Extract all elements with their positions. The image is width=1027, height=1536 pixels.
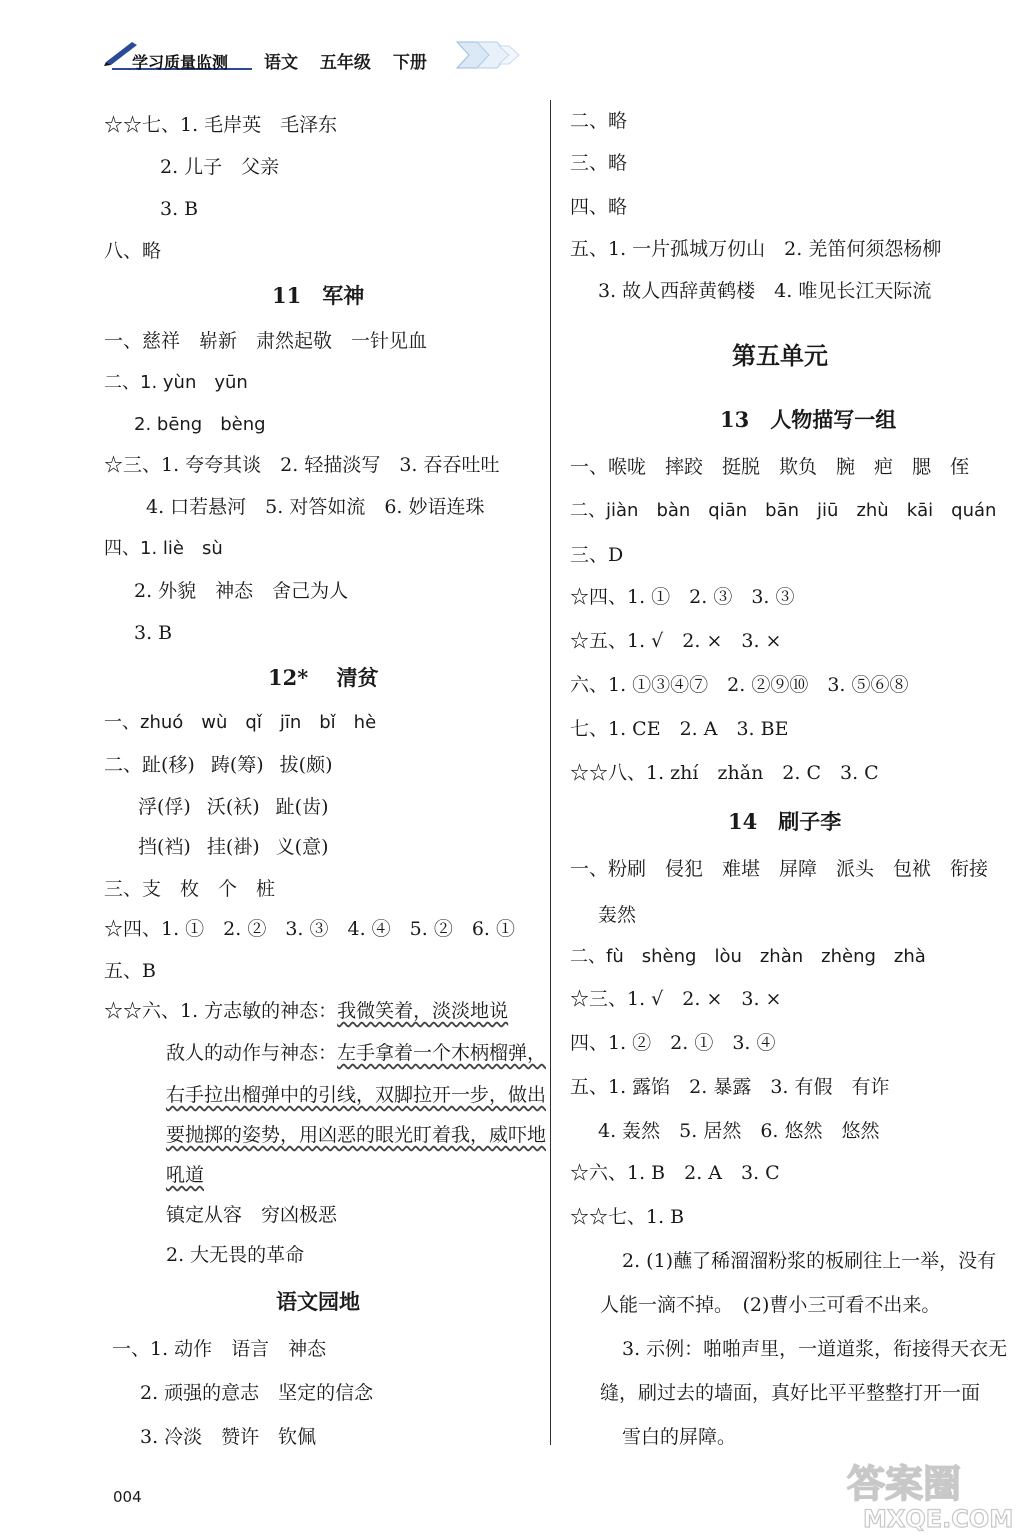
char-pair: 踌(筹): [210, 754, 264, 776]
answer-line: 3. 示例：啪啪声里，一道道浆，衔接得天衣无: [622, 1338, 1008, 1360]
answer-line: 缝，刷过去的墙面，真好比平平整整打开一面: [600, 1382, 981, 1404]
lesson-title: 12* 清贫: [268, 665, 379, 690]
answer-line: 四、1. liè sù: [104, 538, 223, 559]
answer-line: 轰然: [598, 904, 637, 926]
answer-line: 3. 冷淡 赞许 钦佩: [140, 1426, 317, 1448]
answer-line: 4. 口若悬河 5. 对答如流 6. 妙语连珠: [146, 496, 485, 518]
underlined-text: 右手拉出榴弹中的引线，双脚拉开一步，做出: [166, 1084, 547, 1106]
chevron-arrows-icon: [455, 38, 525, 72]
header-volume: 下册: [392, 53, 427, 73]
answer-line: 一、zhuó wù qǐ jīn bǐ hè: [104, 712, 377, 733]
answer-line: 2. 外貌 神态 舍己为人: [134, 580, 349, 602]
underlined-text: 吼道: [166, 1164, 205, 1186]
answer-line: ☆三、1. 夸夸其谈 2. 轻描淡写 3. 吞吞吐吐: [104, 454, 500, 476]
answer-line: ☆六、1. B 2. A 3. C: [570, 1162, 780, 1184]
answer-row: [166, 1040, 546, 1066]
answer-text: 敌人的动作与神态：: [166, 1042, 338, 1064]
answer-line: 一、1. 动作 语言 神态: [112, 1338, 327, 1360]
lesson-title: 11 军神: [272, 283, 365, 308]
underlined-text: 我微笑着，淡淡地说: [337, 1000, 509, 1022]
answer-row: [138, 834, 328, 860]
answer-line: 雪白的屏障。: [622, 1426, 737, 1448]
header-brand: 学习质量监测: [132, 53, 229, 72]
watermark-text: 答案圈: [847, 1462, 962, 1506]
char-pair: 趾(齿): [275, 796, 329, 818]
answer-line: 四、1. ② 2. ① 3. ④: [570, 1032, 776, 1054]
answer-line: 3. 故人西辞黄鹤楼 4. 唯见长江天际流: [598, 280, 932, 302]
answer-line: 3. B: [134, 622, 173, 644]
answer-line: 五、1. 一片孤城万仞山 2. 羌笛何须怨杨柳: [570, 238, 942, 260]
char-pair: 沃(袄): [206, 796, 260, 818]
answer-line: 2. 大无畏的革命: [166, 1244, 305, 1266]
answer-row: [104, 998, 508, 1024]
answer-line: ☆五、1. √ 2. × 3. ×: [570, 630, 782, 652]
watermark-logo: [845, 1455, 1020, 1533]
column-divider: [550, 100, 551, 1445]
answer-line: 五、B: [104, 960, 156, 982]
underlined-text: 要抛掷的姿势，用凶恶的眼光盯着我，威吓地: [166, 1124, 547, 1146]
answer-line: 二、jiàn bàn qiān bān jiū zhù kāi quán: [570, 500, 997, 521]
answer-line: 六、1. ①③④⑦ 2. ②⑨⑩ 3. ⑤⑥⑧: [570, 674, 909, 696]
char-pair: 浮(俘): [138, 796, 191, 818]
unit-title: 第五单元: [732, 341, 828, 370]
section-title: 语文园地: [276, 1289, 360, 1314]
answer-line: 2. 儿子 父亲: [160, 156, 280, 178]
watermark-url: MXQE.COM: [863, 1505, 1014, 1533]
answer-label: 二、: [104, 754, 143, 776]
answer-line: ☆☆八、1. zhí zhǎn 2. C 3. C: [570, 762, 879, 784]
header-meta: [264, 48, 443, 73]
answer-line: ☆四、1. ① 2. ③ 3. ③: [570, 586, 795, 608]
header-grade: 五年级: [319, 53, 371, 73]
page-number: 004: [113, 1488, 142, 1506]
answer-line: 二、1. yùn yūn: [104, 372, 248, 393]
answer-line: ☆☆七、1. 毛岸英 毛泽东: [104, 114, 338, 136]
answer-line: 三、略: [570, 152, 628, 174]
answer-line: 二、略: [570, 110, 628, 132]
answer-line: ☆三、1. √ 2. × 3. ×: [570, 988, 782, 1010]
answer-line: 一、喉咙 摔跤 挺脱 欺负 腕 疤 腮 侄: [570, 456, 970, 478]
answer-line: 二、fù shèng lòu zhàn zhèng zhà: [570, 946, 926, 967]
answer-line: 一、慈祥 崭新 肃然起敬 一针见血: [104, 330, 428, 352]
answer-line: 五、1. 露馅 2. 暴露 3. 有假 有诈: [570, 1076, 890, 1098]
char-pair: 拔(颇): [279, 754, 333, 776]
header-subject: 语文: [264, 53, 298, 73]
answer-row: [104, 752, 333, 778]
char-pair: 挡(裆): [138, 836, 191, 858]
answer-line: 2. 顽强的意志 坚定的信念: [140, 1382, 374, 1404]
answer-line: 七、1. CE 2. A 3. BE: [570, 718, 789, 740]
answer-text: ☆☆六、1. 方志敏的神态：: [104, 1000, 338, 1022]
char-pair: 挂(褂): [206, 836, 260, 858]
answer-line: 三、D: [570, 544, 624, 566]
answer-line: 一、粉刷 侵犯 难堪 屏障 派头 包袱 衔接: [570, 858, 989, 880]
answer-line: 三、支 枚 个 桩: [104, 878, 276, 900]
answer-row: [138, 794, 328, 820]
answer-line: 镇定从容 穷凶极恶: [166, 1204, 338, 1226]
answer-line: 4. 轰然 5. 居然 6. 悠然 悠然: [598, 1120, 880, 1142]
lesson-title: 14 刷子李: [728, 809, 842, 834]
answer-line: ☆四、1. ① 2. ② 3. ③ 4. ④ 5. ② 6. ①: [104, 918, 516, 940]
answer-line: 2. (1)蘸了稀溜溜粉浆的板刷往上一举，没有: [622, 1250, 997, 1272]
answer-line: 八、略: [104, 240, 162, 262]
answer-line: ☆☆七、1. B: [570, 1206, 685, 1228]
char-pair: 趾(移): [142, 754, 195, 776]
answer-line: 3. B: [160, 198, 199, 220]
char-pair: 义(意): [275, 836, 329, 858]
underlined-text: 左手拿着一个木柄榴弹，: [337, 1042, 547, 1064]
answer-line: 四、略: [570, 196, 628, 218]
answer-line: 人能一滴不掉。 (2)曹小三可看不出来。: [600, 1294, 941, 1316]
lesson-title: 13 人物描写一组: [720, 407, 897, 432]
answer-line: 2. bēng bèng: [134, 414, 266, 435]
